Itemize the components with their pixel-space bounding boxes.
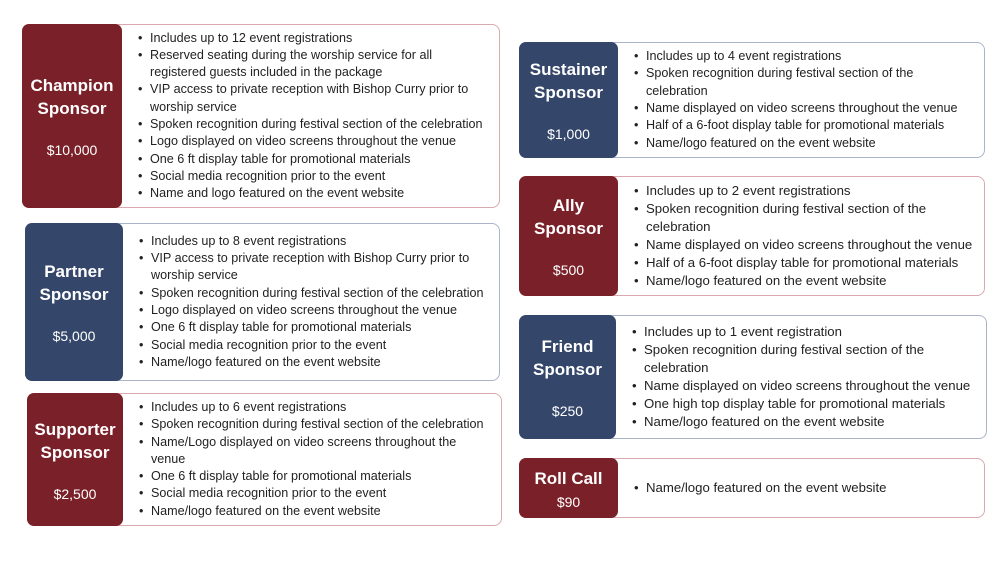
benefit-item: • One 6 ft display table for promotional materials [151,319,491,336]
benefit-item: • Reserved seating during the worship service for all registered guests included in the package [150,47,491,82]
benefit-item: • Half of a 6-foot display table for promotional materials [646,254,976,272]
benefits-list [123,394,501,525]
sponsor-card-champion-sponsor [22,24,500,208]
benefit-item: • Spoken recognition during festival section of the celebration [646,65,976,100]
benefit-item: • One 6 ft display table for promotional materials [150,151,491,168]
benefits-list [616,316,986,438]
sponsor-card-sustainer-sponsor [519,42,985,158]
benefit-item: • Spoken recognition during festival section of the celebration [151,285,491,302]
sponsor-tier-label [519,458,618,518]
benefits-list [618,177,984,295]
benefit-item: • Name displayed on video screens throughout the venue [646,236,976,254]
benefits-list [618,459,894,517]
sponsor-tier-price: $250 [551,403,584,419]
sponsor-tier-label [25,223,123,381]
benefit-item: • Name displayed on video screens throughout the venue [646,100,976,117]
benefit-item: • Social media recognition prior to the event [150,168,491,185]
sponsor-tier-name: Sustainer Sponsor [529,60,608,102]
benefits-list [123,224,499,380]
sponsor-tier-price: $500 [552,262,585,278]
benefit-item: • VIP access to private reception with Bishop Curry prior to worship service [151,250,491,285]
sponsor-tier-label [519,176,618,296]
sponsor-tier-label [519,315,616,439]
benefit-item: • Includes up to 1 event registration [644,323,978,341]
sponsor-tier-name: Partner Sponsor [39,262,109,304]
benefit-item: • Social media recognition prior to the event [151,485,493,502]
benefit-item: • Name/logo featured on the event website [151,354,491,371]
sponsor-card-partner-sponsor [25,223,500,381]
benefit-item: • Name/logo featured on the event website [644,413,978,431]
benefits-list [122,25,499,207]
benefit-item: • VIP access to private reception with Bishop Curry prior to worship service [150,81,491,116]
benefit-item: • Name/logo featured on the event website [151,503,493,520]
sponsor-tier-label [519,42,618,158]
benefit-item: • Social media recognition prior to the event [151,337,491,354]
benefit-item: • Includes up to 12 event registrations [150,30,491,47]
sponsor-tier-name: Roll Call [534,468,603,488]
benefit-item: • Name/logo featured on the event website [646,135,976,152]
sponsor-tier-price: $1,000 [547,126,590,142]
benefit-item: • Spoken recognition during festival section of the celebration [646,200,976,236]
sponsor-tier-price: $90 [556,493,581,510]
sponsor-card-friend-sponsor [519,315,987,439]
benefit-item: • Name/logo featured on the event website [646,272,976,290]
sponsor-tier-price: $5,000 [52,328,96,344]
benefit-item: • Name/logo featured on the event website [646,479,886,497]
benefits-list [618,43,984,157]
sponsor-tier-label [22,24,122,208]
benefit-item: • One high top display table for promotional materials [644,395,978,413]
benefit-item: • Includes up to 4 event registrations [646,48,976,65]
sponsor-card-ally-sponsor [519,176,985,296]
benefit-item: • Name and logo featured on the event website [150,185,491,202]
benefit-item: • Spoken recognition during festival section of the celebration [150,116,491,133]
benefit-item: • Includes up to 8 event registrations [151,233,491,250]
sponsor-card-roll-call [519,458,985,518]
benefit-item: • Spoken recognition during festival section of the celebration [644,341,978,377]
benefit-item: • Name displayed on video screens throughout the venue [644,377,978,395]
sponsor-tier-price: $10,000 [46,142,98,158]
sponsor-tier-name: Supporter Sponsor [34,419,116,462]
sponsor-tier-name: Champion Sponsor [30,76,114,118]
sponsor-tier-price: $2,500 [53,485,97,502]
sponsor-card-supporter-sponsor [27,393,502,526]
benefit-item: • Includes up to 2 event registrations [646,182,976,200]
benefit-item: • Spoken recognition during festival section of the celebration [151,416,493,433]
benefit-item: • Logo displayed on video screens throughout the venue [150,133,491,150]
benefit-item: • Logo displayed on video screens throughout the venue [151,302,491,319]
sponsor-tier-label [27,393,123,526]
benefit-item: • Name/Logo displayed on video screens throughout the venue [151,434,493,469]
sponsor-tier-name: Ally Sponsor [534,196,603,238]
benefit-item: • Includes up to 6 event registrations [151,399,493,416]
sponsor-tier-name: Friend Sponsor [533,337,602,379]
benefit-item: • One 6 ft display table for promotional materials [151,468,493,485]
benefit-item: • Half of a 6-foot display table for promotional materials [646,117,976,134]
